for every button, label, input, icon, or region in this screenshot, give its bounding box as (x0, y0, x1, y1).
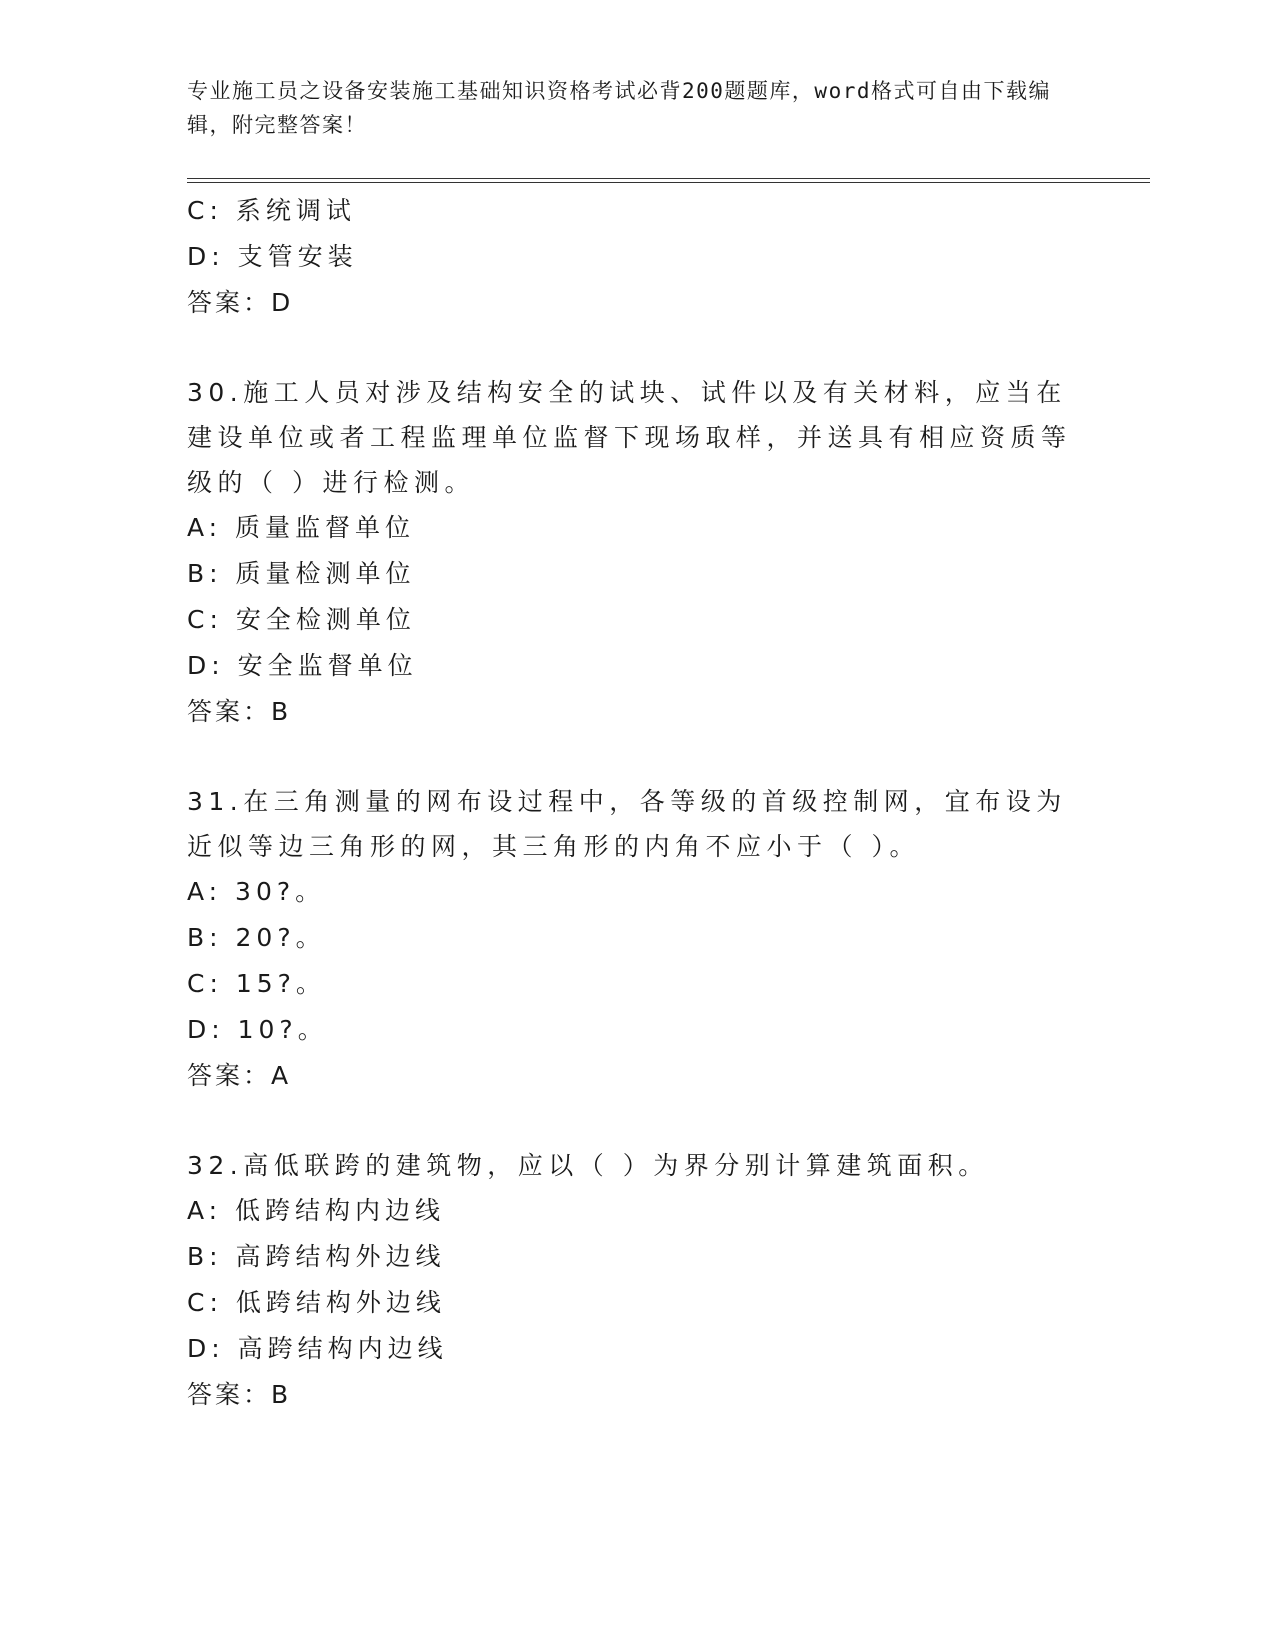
answer-value: D (271, 288, 293, 317)
answer-label: 答案： (187, 1380, 272, 1409)
document-header: 专业施工员之设备安装施工基础知识资格考试必背200题题库，word格式可自由下载编辑，附完整答案！ (187, 79, 1051, 137)
header-divider-bottom (187, 182, 1150, 183)
option-c: C: 15?。 (187, 969, 326, 998)
answer-line (187, 1372, 1087, 1418)
question-text: 30.施工人员对涉及结构安全的试块、试件以及有关材料，应当在建设单位或者工程监理单位监督下现场取样，并送具有相应资质等级的（ ）进行检测。 (187, 378, 1072, 497)
option-d: D: 10?。 (187, 1015, 328, 1044)
question-30 (187, 370, 1087, 735)
answer-label: 答案： (187, 288, 272, 317)
spacer (187, 1099, 1087, 1143)
spacer (187, 735, 1087, 779)
option-d: D: 高跨结构内边线 (187, 1334, 448, 1363)
option-c: C: 系统调试 (187, 196, 356, 225)
answer-value: A (271, 1061, 291, 1090)
option-d: D: 支管安装 (187, 242, 358, 271)
spacer (187, 326, 1087, 370)
question-content (187, 188, 1087, 1418)
previous-question-tail (187, 188, 1087, 326)
option-b: B: 高跨结构外边线 (187, 1242, 446, 1271)
answer-label: 答案： (187, 697, 272, 726)
option-c: C: 安全检测单位 (187, 605, 416, 634)
question-text: 31.在三角测量的网布设过程中，各等级的首级控制网，宜布设为近似等边三角形的网，其三角形的内角不应小于（ ）。 (187, 787, 1067, 861)
answer-line (187, 689, 1087, 735)
option-d: D: 安全监督单位 (187, 651, 418, 680)
option-b: B: 质量检测单位 (187, 559, 416, 588)
answer-line (187, 280, 1087, 326)
question-31 (187, 779, 1087, 1099)
answer-label: 答案： (187, 1061, 272, 1090)
answer-value: B (271, 1380, 291, 1409)
option-c: C: 低跨结构外边线 (187, 1288, 446, 1317)
question-32 (187, 1143, 1087, 1418)
question-text: 32.高低联跨的建筑物，应以（ ）为界分别计算建筑面积。 (187, 1151, 989, 1180)
answer-line (187, 1053, 1087, 1099)
option-b: B: 20?。 (187, 923, 326, 952)
answer-value: B (271, 697, 291, 726)
header-divider-top (187, 178, 1150, 179)
option-a: A: 低跨结构内边线 (187, 1196, 446, 1225)
option-a: A: 30?。 (187, 877, 326, 906)
option-a: A: 质量监督单位 (187, 513, 416, 542)
